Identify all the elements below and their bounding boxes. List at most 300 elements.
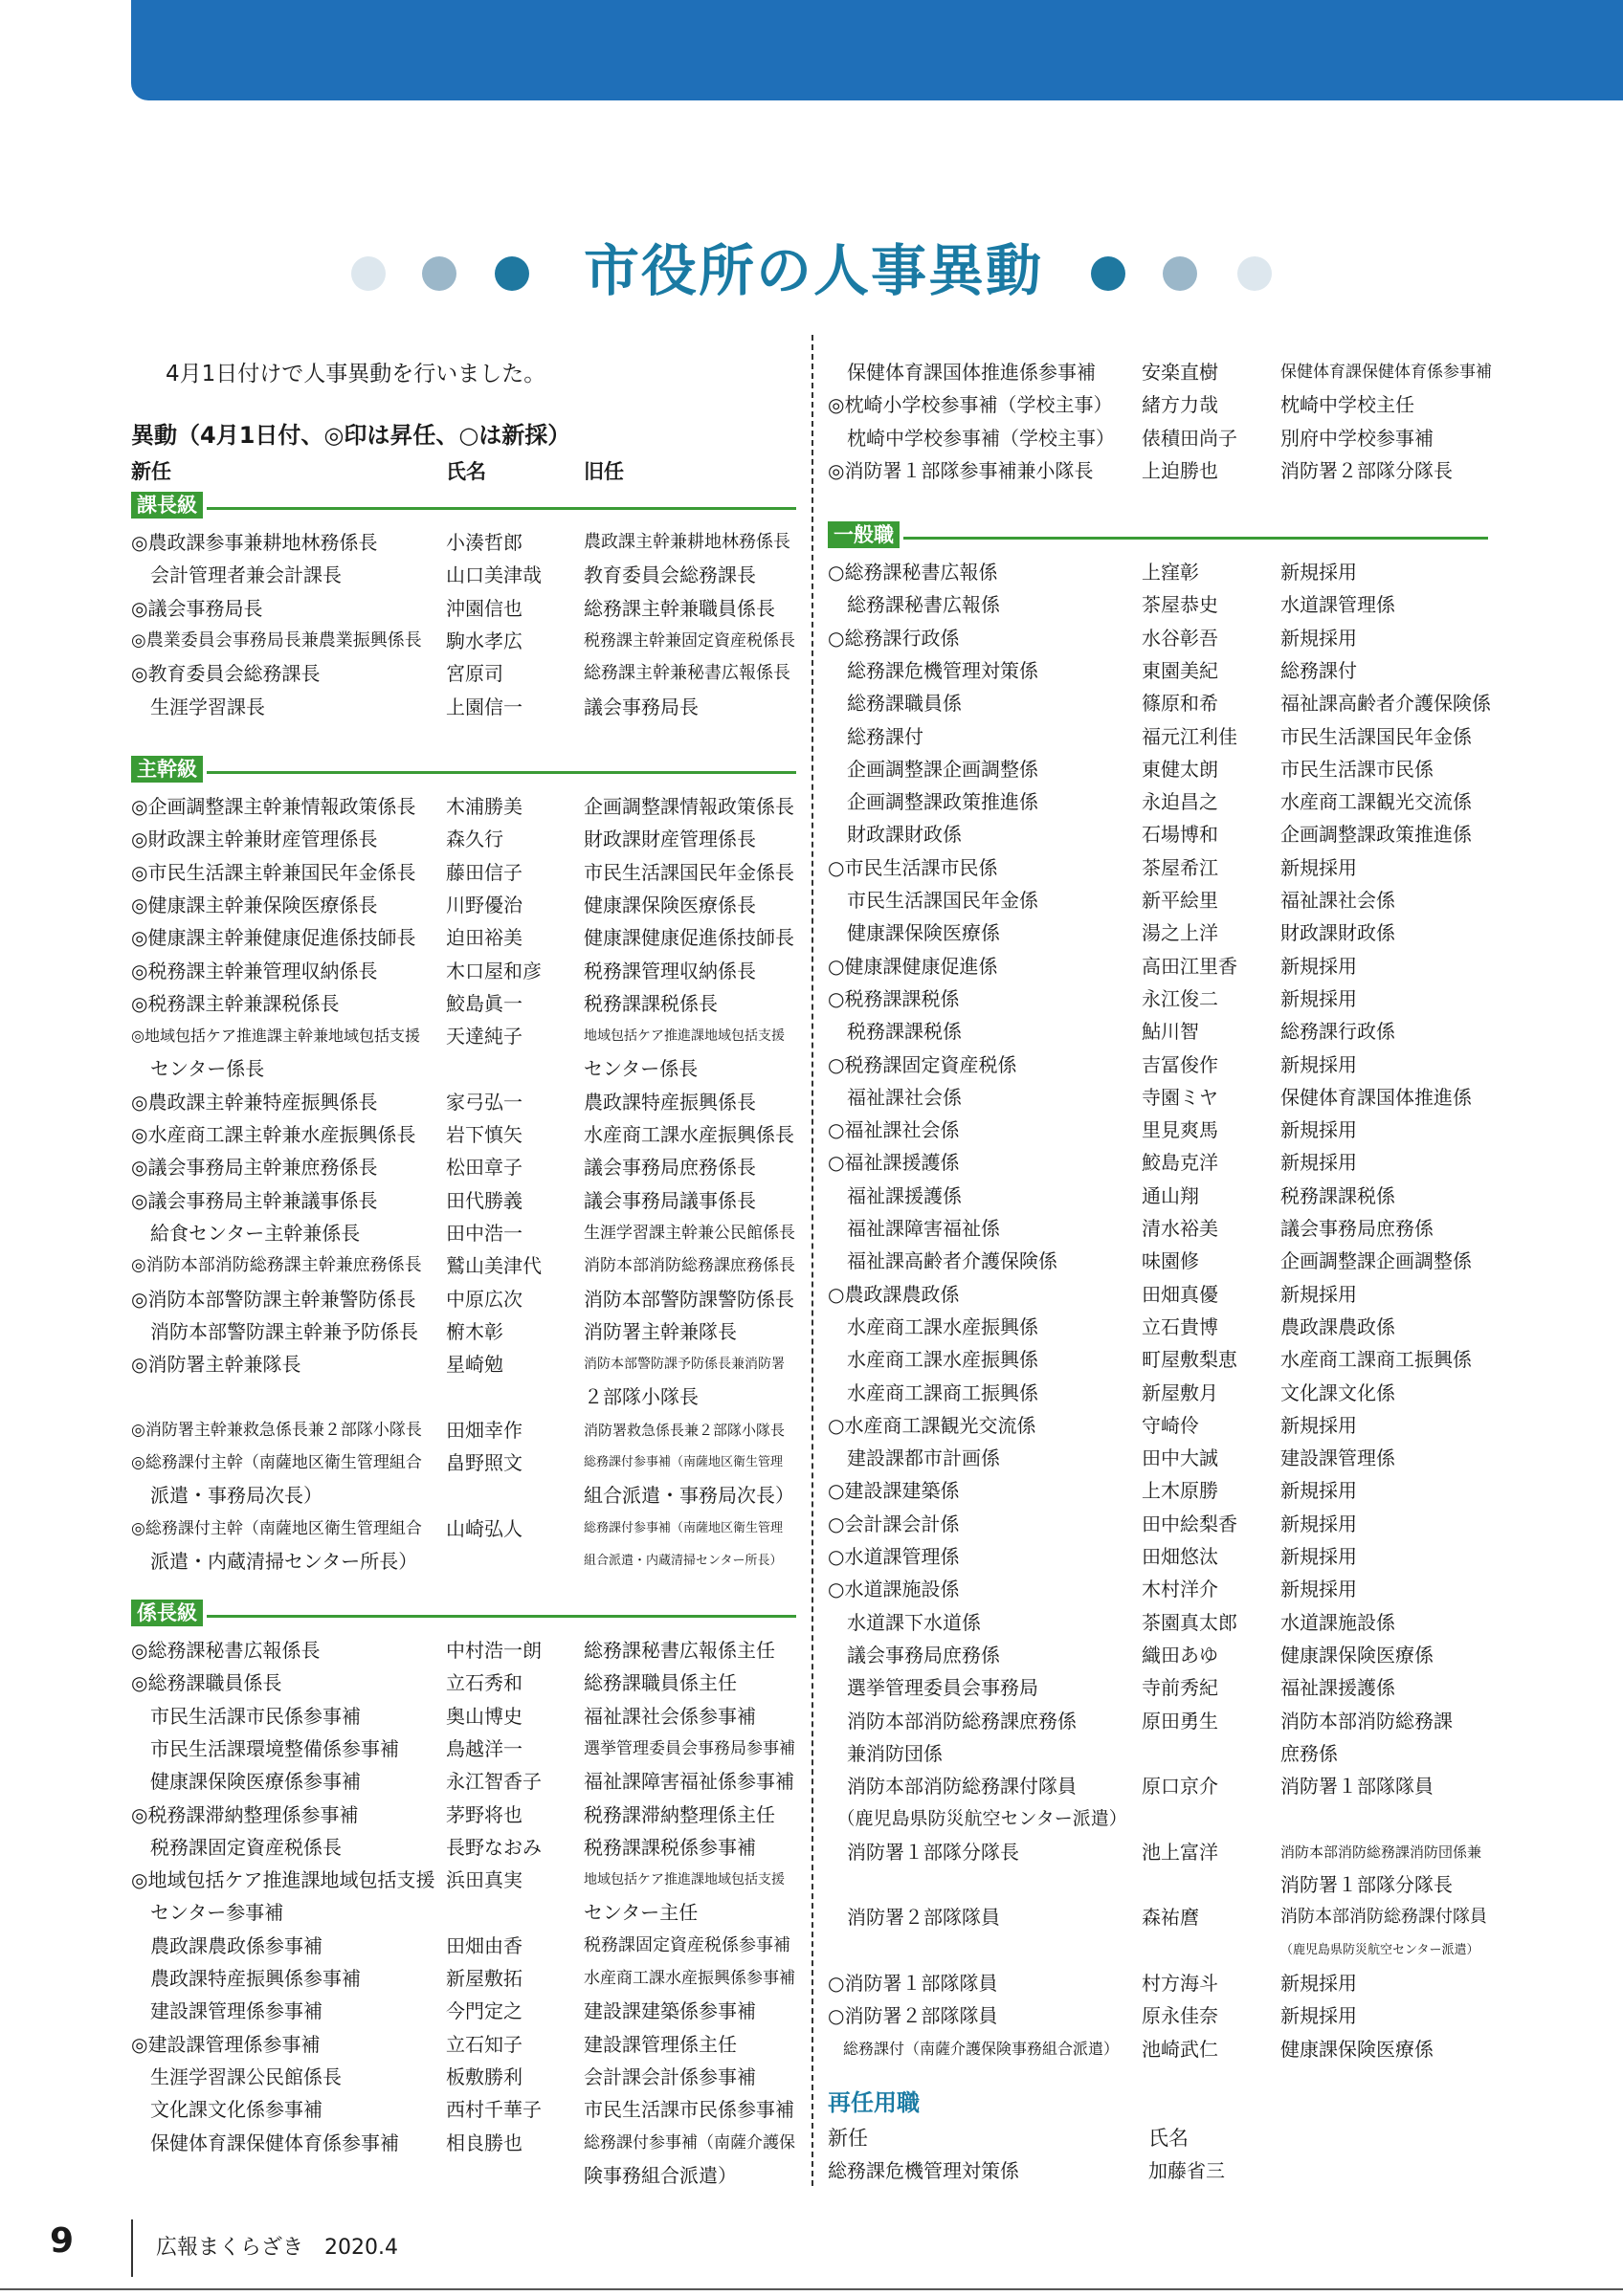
person-name: 鮫島克洋 — [1142, 1151, 1218, 1175]
new-post: ◎建設課管理係参事補 — [131, 2032, 321, 2056]
new-post: 総務課付 — [828, 724, 923, 748]
new-post: ◎総務課職員係長 — [131, 1671, 282, 1695]
old-post: 地域包括ケア推進課地域包括支援 — [584, 1872, 785, 1888]
new-post: ○福祉課社会係 — [828, 1118, 960, 1142]
person-name: 迫田裕美 — [446, 926, 522, 950]
old-post: 水産商工課商工振興係 — [1280, 1348, 1472, 1372]
table-row — [131, 1545, 796, 1578]
table-row — [131, 1995, 796, 2027]
new-post: ○健康課健康促進係 — [828, 954, 998, 978]
person-name: 守崎伶 — [1142, 1413, 1199, 1437]
new-post: ◎農業委員会事務局長兼農業振興係長 — [131, 629, 422, 651]
person-name: 池崎武仁 — [1142, 2037, 1218, 2061]
old-post: 新規採用 — [1280, 1052, 1357, 1076]
new-post: ◎総務課秘書広報係長 — [131, 1639, 321, 1662]
table-row — [828, 1671, 1493, 1704]
title-area — [0, 228, 1623, 314]
new-post: ◎教育委員会総務課長 — [131, 662, 321, 686]
old-post: 建設課建築係参事補 — [584, 1999, 756, 2023]
new-post: 市民生活課市民係参事補 — [131, 1704, 361, 1728]
old-post: 総務課行政係 — [1280, 1020, 1395, 1044]
person-name: 板敷勝利 — [446, 2064, 522, 2088]
table-row — [131, 526, 796, 559]
old-post: 税務課課税係長 — [584, 991, 718, 1015]
old-post: 選挙管理委員会事務局参事補 — [584, 1738, 795, 1758]
person-name: 上木原勝 — [1142, 1479, 1218, 1503]
new-post: ○建設課建築係 — [828, 1479, 960, 1503]
person-name: 木浦勝美 — [446, 795, 522, 818]
new-post: ◎企画調整課主幹兼情報政策係長 — [131, 795, 416, 818]
new-post: 消防本部消防総務課付隊員 — [828, 1775, 1077, 1799]
table-row — [131, 1217, 796, 1249]
table-row — [828, 1639, 1493, 1671]
new-post: ◎消防本部消防総務課主幹兼庶務係長 — [131, 1255, 422, 1276]
old-post: センター主任 — [584, 1901, 699, 1925]
table-row — [131, 1799, 796, 1831]
new-post: 水道課下水道係 — [828, 1610, 981, 1634]
old-post: 農政課主幹兼耕地林務係長 — [584, 532, 790, 552]
table-row — [828, 1737, 1493, 1770]
table-row — [131, 1052, 796, 1085]
old-post: 福祉課社会係 — [1280, 889, 1395, 912]
person-name: 田代勝義 — [446, 1188, 522, 1212]
person-name: 鮎川智 — [1142, 1020, 1199, 1044]
person-name: 西村千華子 — [446, 2098, 542, 2122]
old-post: 庶務係 — [1280, 1741, 1338, 1765]
new-post: 総務課危機管理対策係 — [828, 658, 1038, 682]
old-post: 消防本部警防課警防係長 — [584, 1287, 794, 1311]
old-post: 農政課農政係 — [1280, 1314, 1395, 1338]
new-post: ◎税務課滞納整理係参事補 — [131, 1802, 359, 1826]
person-name: 家弓弘一 — [446, 1090, 522, 1114]
table-row — [828, 1474, 1493, 1507]
old-post: 消防本部消防総務課庶務係長 — [584, 1256, 795, 1276]
old-post: 市民生活課市民係参事補 — [584, 2098, 794, 2122]
person-name: 新屋敷月 — [1142, 1380, 1218, 1404]
table-row — [828, 851, 1493, 884]
new-post: ◎消防本部警防課主幹兼警防係長 — [131, 1287, 416, 1311]
old-post: 財政課財産管理係長 — [584, 828, 756, 851]
new-post: 消防本部警防課主幹兼予防係長 — [131, 1319, 418, 1343]
new-post: ◎地域包括ケア推進課主幹兼地域包括支援 — [131, 1027, 420, 1046]
new-post: ○会計課会計係 — [828, 1512, 960, 1535]
column-divider — [812, 335, 813, 2186]
table-row — [828, 388, 1493, 421]
old-post: 議会事務局庶務係 — [1280, 1217, 1434, 1240]
new-post: 派遣・内蔵清掃センター所長） — [131, 1549, 418, 1573]
person-name: 立石貴博 — [1142, 1314, 1218, 1338]
old-post: 保健体育課国体推進係 — [1280, 1085, 1472, 1109]
table-row — [828, 1901, 1493, 1933]
old-post: 総務課秘書広報係主任 — [584, 1639, 775, 1662]
person-name: 加藤省三 — [1148, 2159, 1225, 2182]
table-row — [828, 884, 1493, 916]
person-name: 松田章子 — [446, 1156, 522, 1180]
old-post: 消防署１部隊隊員 — [1280, 1775, 1434, 1799]
new-post: ◎健康課主幹兼保険医療係長 — [131, 893, 378, 916]
old-post: 総務課主幹兼秘書広報係長 — [584, 663, 790, 684]
new-post: 消防署２部隊隊員 — [828, 1906, 1000, 1930]
person-name: 高田江里香 — [1142, 954, 1237, 978]
new-post: 消防本部消防総務課庶務係 — [828, 1709, 1077, 1733]
old-post: 総務課付参事補（南薩地区衛生管理 — [584, 1455, 784, 1469]
new-post: 健康課保険医療係参事補 — [131, 1770, 361, 1794]
old-post: 新規採用 — [1280, 561, 1357, 584]
decor-dot — [1163, 256, 1197, 291]
table-row — [131, 1864, 796, 1896]
old-post: 別府中学校参事補 — [1280, 426, 1434, 450]
old-post: 企画調整課情報政策係長 — [584, 795, 794, 818]
table-row — [828, 1343, 1493, 1376]
old-post: 福祉課高齢者介護保険係 — [1280, 692, 1491, 716]
person-name: 茶屋希江 — [1142, 855, 1218, 879]
person-name: 上窪彰 — [1142, 561, 1199, 584]
footer-divider — [131, 2219, 133, 2277]
table-row — [828, 818, 1493, 850]
person-name: 山崎弘人 — [446, 1516, 522, 1540]
old-post: 建設課管理係 — [1280, 1446, 1395, 1470]
table-row — [828, 1606, 1493, 1639]
person-name: 鮫島眞一 — [446, 991, 522, 1015]
decor-dot — [1237, 256, 1272, 291]
new-post: 生涯学習課公民館係長 — [131, 2064, 342, 2088]
bottom-rule — [0, 2288, 1623, 2290]
new-post: 総務課秘書広報係 — [828, 593, 1000, 617]
new-post: 福祉課社会係 — [828, 1085, 962, 1109]
new-post: ◎農政課参事兼耕地林務係長 — [131, 531, 378, 554]
new-post: 水産商工課水産振興係 — [828, 1348, 1038, 1372]
person-name: 東健太朗 — [1142, 757, 1218, 781]
table-row — [828, 1081, 1493, 1114]
person-name: 鷲山美津代 — [446, 1254, 542, 1278]
new-post: 市民生活課国民年金係 — [828, 889, 1038, 912]
category-label: 係長級 — [131, 1600, 203, 1626]
old-post: 新規採用 — [1280, 2004, 1357, 2028]
table-row — [828, 356, 1493, 388]
old-post: 議会事務局庶務係長 — [584, 1156, 756, 1180]
table-row — [131, 1086, 796, 1118]
person-name: 池上富洋 — [1142, 1840, 1218, 1864]
new-post: センター係長 — [131, 1057, 265, 1081]
person-name: 里見爽馬 — [1142, 1118, 1218, 1142]
old-post: 水産商工課水産振興係長 — [584, 1123, 794, 1146]
rein-col-name: 氏名 — [1148, 2127, 1189, 2150]
new-post: ○税務課課税係 — [828, 986, 960, 1010]
new-post: ◎水産商工課主幹兼水産振興係長 — [131, 1123, 416, 1146]
old-post: 新規採用 — [1280, 1479, 1357, 1503]
header-band — [131, 0, 1623, 100]
person-name: 森祐麿 — [1142, 1906, 1199, 1930]
old-post: 消防署２部隊分隊長 — [1280, 458, 1453, 482]
person-name: 東園美紀 — [1142, 658, 1218, 682]
new-post: ◎消防署主幹兼隊長 — [131, 1353, 301, 1377]
person-name: 俵積田尚子 — [1142, 426, 1237, 450]
person-name: 新屋敷拓 — [446, 1967, 522, 1990]
new-post: ○農政課農政係 — [828, 1282, 960, 1306]
person-name: 水谷彰吾 — [1142, 626, 1218, 650]
new-post: 消防署１部隊分隊長 — [828, 1840, 1019, 1864]
person-name: 村方海斗 — [1142, 1971, 1218, 1995]
table-row — [828, 1409, 1493, 1442]
old-post: 農政課特産振興係長 — [584, 1090, 756, 1114]
old-post: 消防署主幹兼隊長 — [584, 1319, 737, 1343]
person-name: 中原広次 — [446, 1287, 522, 1311]
new-post: 建設課都市計画係 — [828, 1446, 1000, 1470]
table-row — [131, 1634, 796, 1667]
person-name: 原口京介 — [1142, 1775, 1218, 1799]
table-row — [131, 2028, 796, 2061]
table-row — [828, 654, 1493, 687]
col-header-new: 新任 — [131, 460, 171, 483]
old-post: 総務課付参事補（南薩地区衛生管理 — [584, 1520, 784, 1535]
old-post: 議会事務局議事係長 — [584, 1188, 756, 1212]
category-rule — [207, 771, 796, 774]
table-row — [131, 1151, 796, 1183]
person-name: 湯之上洋 — [1142, 921, 1218, 945]
new-post: ○消防署２部隊隊員 — [828, 2004, 998, 2028]
old-post: 税務課課税係 — [1280, 1183, 1395, 1207]
old-post: 市民生活課市民係 — [1280, 757, 1434, 781]
table-row — [131, 1414, 796, 1446]
table-row — [828, 950, 1493, 982]
old-post: 消防署救急係長兼２部隊小隊長 — [584, 1421, 786, 1439]
new-post: 農政課農政係参事補 — [131, 1933, 322, 1957]
table-row — [131, 1446, 796, 1479]
new-post: 総務課付（南薩介護保険事務組合派遣） — [828, 2039, 1120, 2058]
table-row — [131, 2061, 796, 2093]
old-post: 教育委員会総務課長 — [584, 563, 756, 587]
category-heading — [828, 521, 1488, 550]
old-post: 新規採用 — [1280, 1282, 1357, 1306]
person-name: 田畑幸作 — [446, 1418, 522, 1442]
old-post: 総務課付 — [1280, 658, 1357, 682]
new-post: 福祉課障害福祉係 — [828, 1217, 1000, 1240]
new-post: ○水道課施設係 — [828, 1578, 960, 1601]
person-name: 田中浩一 — [446, 1221, 522, 1245]
old-post: 新規採用 — [1280, 1971, 1357, 1995]
table-row — [131, 559, 796, 591]
new-post: ◎議会事務局主幹兼庶務係長 — [131, 1156, 378, 1180]
person-name: 宮原司 — [446, 662, 503, 686]
category-rule — [207, 507, 796, 510]
person-name: 木口屋和彦 — [446, 959, 542, 982]
old-post: 税務課主幹兼固定資産税係長 — [584, 630, 795, 651]
person-name: 田中絵梨香 — [1142, 1512, 1237, 1535]
new-post: （鹿児島県防災航空センター派遣） — [828, 1808, 1127, 1830]
table-row — [828, 1311, 1493, 1343]
new-post: ○消防署１部隊隊員 — [828, 1971, 998, 1995]
old-post: 新規採用 — [1280, 1512, 1357, 1535]
new-post: ◎農政課主幹兼特産振興係長 — [131, 1090, 378, 1114]
person-name: 吉冨俊作 — [1142, 1052, 1218, 1076]
person-name: 福元江利佳 — [1142, 724, 1237, 748]
table-row — [131, 921, 796, 954]
old-post: 文化課文化係 — [1280, 1380, 1395, 1404]
person-name: 通山翔 — [1142, 1183, 1199, 1207]
new-post: 水産商工課商工振興係 — [828, 1380, 1038, 1404]
new-post: ◎財政課主幹兼財産管理係長 — [131, 828, 378, 851]
new-post: ◎議会事務局長 — [131, 596, 263, 620]
person-name: 長野なおみ — [446, 1835, 542, 1859]
old-post: 枕崎中学校主任 — [1280, 393, 1414, 417]
rein-col-new: 新任 — [828, 2127, 868, 2150]
old-post: 健康課健康促進係技師長 — [584, 926, 794, 950]
table-row — [828, 454, 1493, 487]
new-post: 福祉課援護係 — [828, 1183, 962, 1207]
new-post: ◎健康課主幹兼健康促進係技師長 — [131, 926, 416, 950]
page-title: 市役所の人事異動 — [583, 238, 1043, 303]
new-post: 建設課管理係参事補 — [131, 1999, 322, 2023]
old-post: 新規採用 — [1280, 986, 1357, 1010]
new-post: 保健体育課保健体育係参事補 — [131, 2130, 399, 2154]
new-post: ◎消防署１部隊参事補兼小隊長 — [828, 458, 1094, 482]
table-row — [828, 687, 1493, 719]
old-post: 消防署１部隊分隊長 — [1280, 1873, 1453, 1896]
table-row — [828, 1180, 1493, 1212]
table-row — [828, 1868, 1493, 1901]
new-post: ◎総務課付主幹（南薩地区衛生管理組合 — [131, 1453, 422, 1472]
table-row — [828, 1999, 1493, 2032]
category-label: 一般職 — [828, 521, 900, 548]
old-post: センター係長 — [584, 1057, 699, 1081]
table-row — [131, 1479, 796, 1512]
table-row — [131, 1831, 796, 1864]
old-post: 組合派遣・事務局次長） — [584, 1484, 794, 1508]
col-header-name: 氏名 — [446, 460, 486, 483]
new-post: 健康課保険医療係 — [828, 921, 1000, 945]
table-row — [131, 625, 796, 657]
table-row — [131, 1118, 796, 1151]
person-name: 原田勇生 — [1142, 1709, 1218, 1733]
table-row — [131, 1765, 796, 1798]
person-name: 立石秀和 — [446, 1671, 522, 1695]
table-row — [828, 556, 1493, 588]
table-row — [828, 1967, 1493, 1999]
new-post: 兼消防団係 — [828, 1741, 943, 1765]
table-row — [131, 790, 796, 823]
person-name: 藤田信子 — [446, 860, 522, 884]
old-post: 福祉課障害福祉係参事補 — [584, 1770, 794, 1794]
old-post: 会計課会計係参事補 — [584, 2064, 756, 2088]
old-post: 新規採用 — [1280, 1413, 1357, 1437]
person-name: 田畑由香 — [446, 1933, 522, 1957]
category-heading — [131, 756, 796, 784]
table-row — [828, 1573, 1493, 1605]
old-post: 税務課固定資産税係参事補 — [584, 1934, 790, 1955]
table-row — [828, 1836, 1493, 1868]
table-row — [828, 1015, 1493, 1048]
table-row — [828, 1802, 1493, 1835]
table-row — [828, 1114, 1493, 1146]
table-row — [131, 2093, 796, 2126]
decor-dot — [1091, 256, 1125, 291]
footer-publication: 広報まくらざき 2020.4 — [156, 2236, 398, 2260]
table-row — [828, 753, 1493, 785]
old-post: 健康課保険医療係 — [1280, 1643, 1434, 1667]
new-post: ○税務課固定資産税係 — [828, 1052, 1017, 1076]
new-post: ◎議会事務局主幹兼議事係長 — [131, 1188, 378, 1212]
old-post: 市民生活課国民年金係長 — [584, 860, 794, 884]
table-row — [828, 1770, 1493, 1802]
table-row — [131, 1348, 796, 1380]
reinstatement-heading: 再任用職 — [828, 2089, 920, 2116]
category-rule — [903, 537, 1488, 540]
old-post: 険事務組合派遣） — [584, 2163, 737, 2187]
person-name: 永江俊二 — [1142, 986, 1218, 1010]
new-post: 市民生活課環境整備係参事補 — [131, 1736, 399, 1760]
table-row — [828, 1245, 1493, 1277]
old-post: 福祉課社会係参事補 — [584, 1704, 756, 1728]
person-name: 寺前秀紀 — [1142, 1676, 1218, 1700]
new-post: 財政課財政係 — [828, 823, 962, 847]
new-post: ◎消防署主幹兼救急係長兼２部隊小隊長 — [131, 1420, 422, 1440]
new-post: ○水産商工課観光交流係 — [828, 1413, 1036, 1437]
new-post: ◎税務課主幹兼管理収納係長 — [131, 959, 378, 982]
person-name: 篠原和希 — [1142, 692, 1218, 716]
old-post: 新規採用 — [1280, 1118, 1357, 1142]
person-name: 沖園信也 — [446, 596, 522, 620]
new-post: 水産商工課水産振興係 — [828, 1314, 1038, 1338]
person-name: 田畑真優 — [1142, 1282, 1218, 1306]
new-post: 税務課固定資産税係長 — [131, 1835, 342, 1859]
old-post: 新規採用 — [1280, 1545, 1357, 1568]
table-row — [131, 987, 796, 1020]
table-row — [131, 657, 796, 690]
old-post: 地域包括ケア推進課地域包括支援 — [584, 1028, 785, 1045]
table-row — [828, 1049, 1493, 1081]
table-row — [131, 1896, 796, 1929]
old-post: 新規採用 — [1280, 1578, 1357, 1601]
new-post: 給食センター主幹兼係長 — [131, 1221, 361, 1245]
table-row — [131, 856, 796, 889]
table-row — [828, 1508, 1493, 1540]
new-post: 企画調整課企画調整係 — [828, 757, 1038, 781]
table-row — [131, 592, 796, 625]
table-row — [828, 622, 1493, 654]
new-post: 生涯学習課長 — [131, 695, 265, 718]
person-name: 畠野照文 — [446, 1451, 522, 1474]
table-row — [828, 2033, 1493, 2065]
decor-dot — [495, 256, 529, 291]
new-post: ◎税務課主幹兼課税係長 — [131, 991, 340, 1015]
section-heading: 異動（4月1日付、◎印は昇任、○は新採） — [131, 422, 571, 449]
table-row — [828, 1540, 1493, 1573]
table-row — [131, 955, 796, 987]
table-row — [828, 1212, 1493, 1245]
old-post: 税務課管理収納係長 — [584, 959, 756, 982]
old-post: 消防本部消防総務課付隊員 — [1280, 1907, 1487, 1928]
new-post: ◎市民生活課主幹兼国民年金係長 — [131, 860, 416, 884]
person-name: 緒方力哉 — [1142, 393, 1218, 417]
new-post: 会計管理者兼会計課長 — [131, 563, 342, 587]
new-post: 保健体育課国体推進係参事補 — [828, 361, 1096, 384]
person-name: 今門定之 — [446, 1999, 522, 2023]
person-name: 織田あゆ — [1142, 1643, 1218, 1667]
old-post: 生涯学習課主幹兼公民館係長 — [584, 1223, 795, 1243]
person-name: 茶屋恭史 — [1142, 593, 1218, 617]
col-header-old: 旧任 — [584, 460, 624, 483]
table-row — [131, 2159, 796, 2192]
table-row — [131, 691, 796, 723]
new-post: センター参事補 — [131, 1901, 284, 1925]
person-name: 茶園真太郎 — [1142, 1610, 1237, 1634]
person-name: 椨木彰 — [446, 1319, 503, 1343]
old-post: 組合派遣・内蔵清掃センター所長） — [584, 1553, 783, 1568]
table-row — [131, 1283, 796, 1315]
table-row — [131, 1184, 796, 1217]
old-post: 消防本部消防総務課 — [1280, 1709, 1453, 1733]
table-row — [828, 916, 1493, 949]
